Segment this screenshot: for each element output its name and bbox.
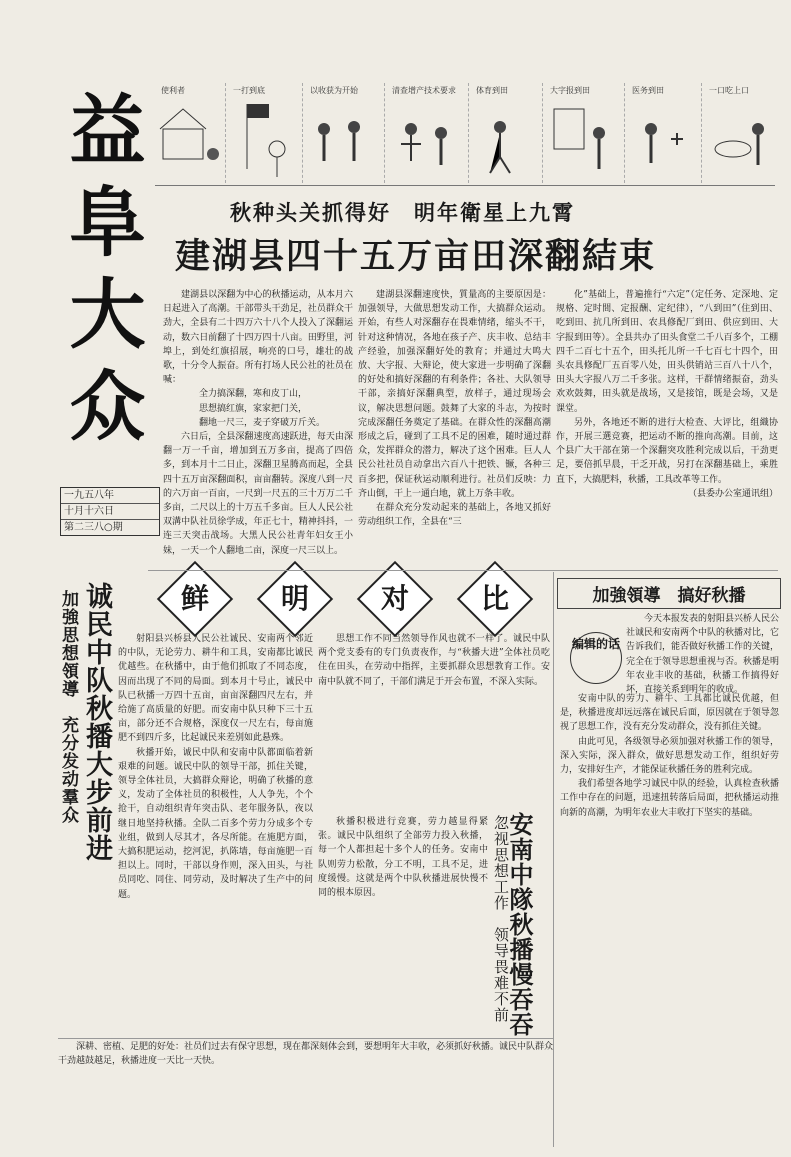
paragraph: 我们希望各地学习诚民中队的经验，认真检查秋播工作中存在的问题，迅速扭转落后局面，把秋播运动推向新的高潮，为明年农业大丰收打下坚实的基础。 [560, 779, 779, 818]
editorial-title: 加強領導 搞好秋播 [557, 578, 781, 609]
issue-year: 一九五八年 [61, 488, 159, 504]
scene-label: 一口吃上口 [709, 86, 749, 95]
lead-column-1 [163, 288, 353, 570]
banner-scene [544, 83, 625, 183]
paragraph: 由此可见，各级领导必须加强对秋播工作的领导，深入实际，深入群众，做好思想发动工作，组织好劳力，安排好生产，才能保证秋播任务的胜利完成。 [560, 736, 779, 776]
paragraph: 秋播开始，诚民中队和安南中队都面临着新艰难的问题。诚民中队的领导干部，抓住关键，领导全体社员，大搞群众辩论，明确了秋播的意义，发动了全体社员的积极性，人人争先，个个抢干，自动组织青年突击队、老年服务队，夜以继日地坚持秋播。全队二百多个劳力分成多个专业组，做到人尽其才，各尽所能。在施肥方面，大搞积肥运动，挖河泥，扒陈墙，每亩施肥一百担以上。同时，干部以身作则，深入田头，与社员同吃、同住、同劳动，及时解决了生产中的问题。 [118, 747, 313, 900]
masthead-char: 益 [69, 86, 146, 175]
separator [553, 572, 554, 1147]
paragraph: 射阳县兴桥县人民公社诚民、安南两个邻近的中队，无论劳力、耕牛和工具，安南都比诚民优越些。在秋播中，由于他们抓取了不同态度，因而出现了不同的局面。到本月十号止，诚民中队已秋播一万四十五亩，亩亩深翻四尺左右，并给施了高质量的好肥。而安南中队只种下三十五亩，部分还不合规格，深度仅一尺左右，每亩施肥不到四斤多，比起诚民来差别如此悬殊。 [118, 634, 313, 744]
paragraph: 建湖县深翻速度快，質量高的主要原因是：加强领导，大做思想发动工作，大搞群众运动。开始，有些人对深翻存在畏难情绪，缩头不干，针对这种情况，各地在孩子产、庆丰收、总结丰产经验，加强深翻好处的教育；并通过大鸣大放、大字报、大辩论，使大家进一步明确了深翻的好处和搞好深翻的有利条件；各社、大队领导干部，亲搞好深翻典型，放样子，通过现场会议，解决思想问题。鼓舞了大家的斗志，为按时完成深翻任务奠定了基础。在群众性的深翻高潮形成之后，碰到了工具不足的困难，随时通过群众，发挥群众的潜力，解决了这个困难。巨人人民公社社员自动拿出六百八十把铁、镢，各种三百多把，保证秋运动顺利进行。社员们反映：力齐山倒，干上一通白地，就上万条丰收。 [358, 290, 551, 499]
lead-column-3 [556, 288, 778, 570]
workers-icon [386, 99, 468, 183]
medical-icon [626, 99, 701, 183]
section-char: 明 [257, 561, 333, 637]
banner-scene [386, 83, 469, 183]
paragraph: 六日后，全县深翻速度高速跃进，每天由深翻一万一千亩，增加到五万多亩，提高了四倍多，到本月十二日止，深翻卫星腾高而起，全县四十五万亩深翻面积，亩亩翻转。深度八到一尺的六万亩一百亩，一尺到一尺五的三十万万二千多亩，二尺以上的十万五千多亩。巨人人民公社双溝中队社员徐学成，年正七十，精神抖抖，一连三天突击战场。大黑人民公社青年妇女王小妹，一天一个人翻地二亩，深度一尺三以上。 [163, 432, 353, 556]
banner-scene [155, 83, 226, 183]
scene-label: 体育到田 [476, 86, 508, 95]
issue-number: 第二三八○期 [64, 522, 123, 533]
story2-body-left [118, 632, 313, 1037]
issue-date-box [60, 487, 160, 536]
separator [58, 1038, 553, 1039]
paragraph: 翻地一尺三，麦子穿破万斤关。 [199, 417, 326, 428]
masthead [60, 85, 155, 480]
paragraph: 思想工作不同当然领导作风也就不一样了。诚民中队两个党支委有的专门负责夜作，与“秋播大进”全体社员吃住在田头，在劳动中指挥，主要抓群众思想教育工作。安南中队就不同了，干部们满足于开会布置，不深入实际。 [318, 634, 550, 687]
paragraph: 今天本报发表的射阳县兴桥人民公社诚民和安南两个中队的秋播对比，它告诉我们，能否做好秋播工作的关键，完全在于领导思想重视与否。秋播是明年农业丰收的基础，秋播工作搞得好坏，直接关系到明年的收成。 [626, 614, 780, 696]
masthead-char: 阜 [69, 178, 146, 267]
lead-kicker: 秋种头关抓得好 明年衛星上九霄 [230, 200, 575, 225]
scene-label: 使利者 [161, 86, 185, 95]
editorial-lead [626, 612, 780, 696]
scene-label: 以收获为开始 [310, 86, 358, 95]
story3-headline: 安南中隊秋播慢吞吞 [505, 812, 534, 1037]
scene-label: 清查增产技术要求 [392, 86, 456, 95]
banner-scene [626, 83, 702, 183]
paragraph: 安南中队的劳力、耕牛、工具都比诚民优越，但是，秋播进度却远远落在诚民后面，原因就在于领导忽视了思想工作，没有充分发动群众，没有抓住关键。 [560, 694, 779, 733]
scene-label: 医务到田 [632, 86, 664, 95]
story2-body-right-lower [318, 815, 488, 1037]
issue-day: 十月十六日 [61, 504, 159, 520]
left-vertical-headline: 加強思想領導 充分发动羣众 [58, 590, 78, 824]
paragraph: 建湖县以深翻为中心的秋播运动，从本月六日起进入了高潮。干部带头干劲足，社员群众干劲大，全县有二十四万六十八个人投入了深翻运动，数六日前翻了十四万四十八亩。田野里，河埠上，到处红旗招展，响亮的口号，雄壮的战歌，十分令人振奋。所有打场人民公社的社员在喊： [163, 290, 353, 386]
editor-note-badge: 编辑的话 [570, 632, 622, 684]
flag-icon [227, 99, 302, 183]
paragraph: 深耕、密植、足肥的好处：社员们过去有保守思想，现在都深刻体会到，要想明年大丰收，必须抓好秋播。诚民中队群众干劲越鼓越足，秋播进度一天比一天快。 [58, 1042, 554, 1067]
scene-label: 一打到底 [233, 86, 265, 95]
people-icon [304, 99, 384, 183]
poster-icon [544, 99, 624, 183]
banner-scene [470, 83, 543, 183]
sports-icon [470, 99, 542, 183]
section-char: 对 [357, 561, 433, 637]
banner-scene [703, 83, 775, 183]
scene-label: 大字报到田 [550, 86, 590, 95]
farm-scene-icon [155, 99, 225, 183]
story3-subhead: 忽视思想工作 领导畏难不前 [492, 815, 510, 1023]
banner-scene [227, 83, 303, 183]
paragraph: 思想搞红旗，家家把门关， [199, 403, 308, 414]
story2-headline: 诚民中队秋播大步前进 [81, 582, 112, 862]
banner-illustration [155, 75, 775, 186]
banner-scene [304, 83, 385, 183]
story2-body-right [318, 632, 550, 812]
paragraph: 在群众充分发动起来的基础上，各地又抓好劳动组织工作，全县在“三 [358, 503, 551, 528]
masthead-char: 众 [69, 362, 146, 451]
separator [148, 570, 778, 571]
paragraph: 化”基础上，普遍推行“六定”（定任务、定深地、定规格、定时間、定报酬、定纪律），“八到田”（住到田、吃到田、抗几所到田、农具修配厂到田、供应到田、大字报到田等）。全县共办了田头食堂二千八百多个，工棚四千二百七十五个，田头托儿所一千七百七十四个，田头农具修配厂五百零八处，田头供销站三百八十八个，田头大字报八万二千多张。这样，干群情绪振奋，劲头欢欢鼓舞，田头就是战场，又是接馆，既是会场，又是课堂。 [556, 290, 778, 414]
lead-headline: 建湖县四十五万亩田深翻結束 [175, 236, 657, 277]
masthead-char: 大 [69, 270, 146, 359]
section-title-contrast [148, 572, 543, 628]
section-char: 鲜 [157, 561, 233, 637]
section-char: 比 [457, 561, 533, 637]
paragraph: 另外，各地还不断的进行大检查、大评比，组織协作，开展三選竞赛，把运动不断的推向高潮。目前，这个县广大干部在第一个深翻突攻胜利完成以后，干劲更足，要倍抓早晨，干乏开战，另打在深翻基础上，乘胜直下，大搞肥料，秋播，工具改革等工作。 [556, 417, 778, 485]
lead-column-2 [358, 288, 551, 570]
canteen-icon [703, 99, 775, 183]
paragraph: 秋播积极进行竞赛，劳力越显得紧张。诚民中队组织了全部劳力投入秋播，每一个人都担起十多个人的任务。安南中队则劳力松散，分工不明，工具不足，进度缓慢。这就是两个中队秋播进展快慢不同的根本原因。 [318, 817, 488, 899]
story2-body-bottom [58, 1040, 553, 1140]
editorial-body [560, 692, 779, 1144]
paragraph: 全力搞深翻，寒和皮丁山， [199, 389, 308, 400]
article-credit: （县委办公室通讯组） [687, 488, 778, 499]
